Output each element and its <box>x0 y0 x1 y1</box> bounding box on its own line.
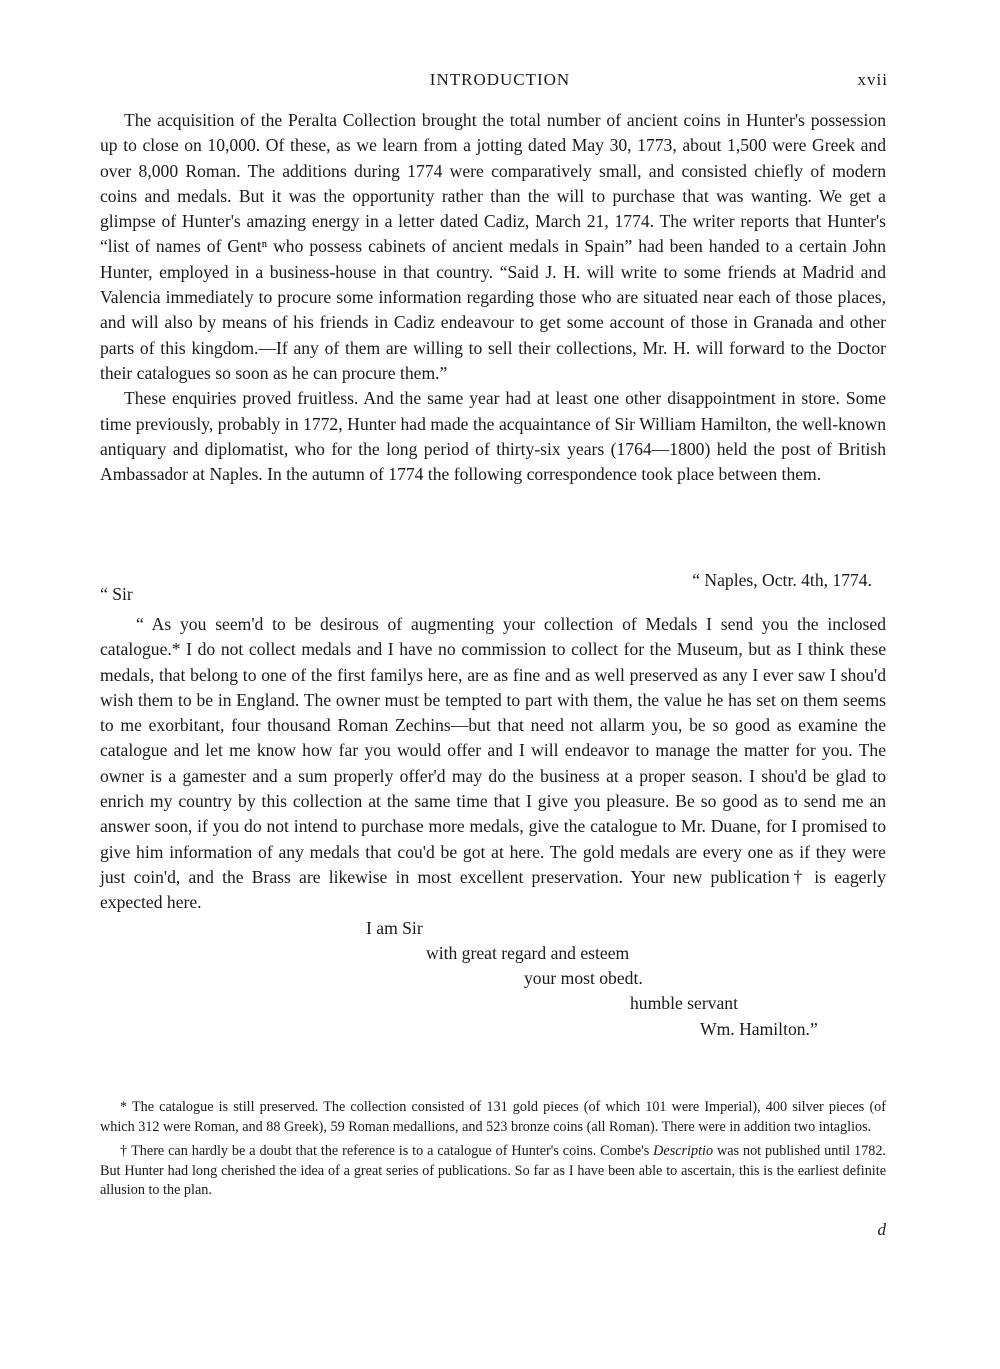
closing-line-2: with great regard and esteem <box>426 942 630 963</box>
footnotes <box>100 1098 886 1206</box>
page-number: xvii <box>857 70 888 89</box>
closing-line-1: I am Sir <box>366 917 423 938</box>
paragraph-1: The acquisition of the Peralta Collection brought the total number of ancient coins in Hunter's possession up to close on 10,000. Of these, as we learn from a jotting dated May 30, 1773, about 1,500 were Greek and over 8,000 Roman. The additions during 1774 were comparatively small, and consisted chiefly of modern coins and medals. But it was the opportunity rather than the will to purchase that was wanting. We get a glimpse of Hunter's amazing energy in a letter dated Cadiz, March 21, 1774. The writer reports that Hunter's “list of names of Gentⁿ who possess cabinets of ancient medals in Spain” had been handed to a certain John Hunter, employed in a business-house in that country. “Said J. H. will write to some friends at Madrid and Valencia immediately to procure some information regarding those who are situated near each of those places, and will also by means of his friends in Cadiz endeavour to get some account of those in Granada and other parts of this kingdom.—If any of them are willing to sell their collections, Mr. H. will forward to the Doctor their catalogues so soon as he can procure them.” <box>100 110 886 383</box>
footnote-dagger-title: Descriptio <box>653 1143 714 1160</box>
footnote-asterisk: * The catalogue is still preserved. The collection consisted of 131 gold pieces (of which 101 were Imperial), 400 silver pieces (of which 312 were Roman, and 88 Greek), 59 Roman medallions, and 523 bronze coins (all Roman). There were in addition two intaglios. <box>100 1099 886 1135</box>
closing-signature: Wm. Hamilton.” <box>700 1018 818 1039</box>
hamilton-letter <box>100 568 886 1042</box>
main-text <box>100 108 886 487</box>
footnote-dagger-rest: was not published until 1782. But Hunter had long cherished the idea of a great series of publications. So far as I have been able to ascertain, this is the earliest definite allusion to the plan. <box>100 1143 886 1199</box>
letter-head <box>100 568 886 612</box>
running-title: INTRODUCTION <box>429 70 571 89</box>
footnote-dagger-text: † There can hardly be a doubt that the reference is to a catalogue of Hunter's coins. Combe's <box>120 1143 654 1160</box>
gathering-signature: d <box>877 1220 886 1239</box>
closing-line-4: humble servant <box>630 993 738 1014</box>
closing-line-3: your most obedt. <box>524 968 643 989</box>
footnote-dagger <box>100 1142 886 1201</box>
paragraph-2: These enquiries proved fruitless. And the same year had at least one other disappointment in store. Some time previously, probably in 1772, Hunter had made the acquaintance of Sir William Hamilton, the well-known antiquary and diplomatist, who for the long period of thirty-six years (1764—1800) held the post of British Ambassador at Naples. In the autumn of 1774 the following correspondence took place between them. <box>100 388 886 485</box>
letter-salutation: “ Sir <box>100 584 133 604</box>
letter-body: “ As you seem'd to be desirous of augmenting your collection of Medals I send you the inclosed catalogue.* I do not collect medals and I have no commission to collect for the Museum, but as I think these medals, that belong to one of the first familys here, are as fine and as well preserved as any I ever saw I shou'd wish them to be in England. The owner must be tempted to part with them, the value he has set on them seems to me exorbitant, four thousand Roman Zechins—but that need not allarm you, be so good as examine the catalogue and let me know how far you would offer and I will endeavor to manage the matter for you. The owner is a gamester and a sum properly offer'd may do the business at a proper season. I shou'd be glad to enrich my country by this collection at the same time that I give you pleasure. Be so good as to send me an answer soon, if you do not intend to purchase more medals, give the catalogue to Mr. Duane, for I promised to give him information of any medals that cou'd be got at here. The gold medals are every one as if they were just coin'd, and the Brass are likewise in most excellent preservation. Your new publication† is eagerly expected here. <box>100 614 886 913</box>
letter-dateline: “ Naples, Octr. 4th, 1774. <box>692 570 872 590</box>
